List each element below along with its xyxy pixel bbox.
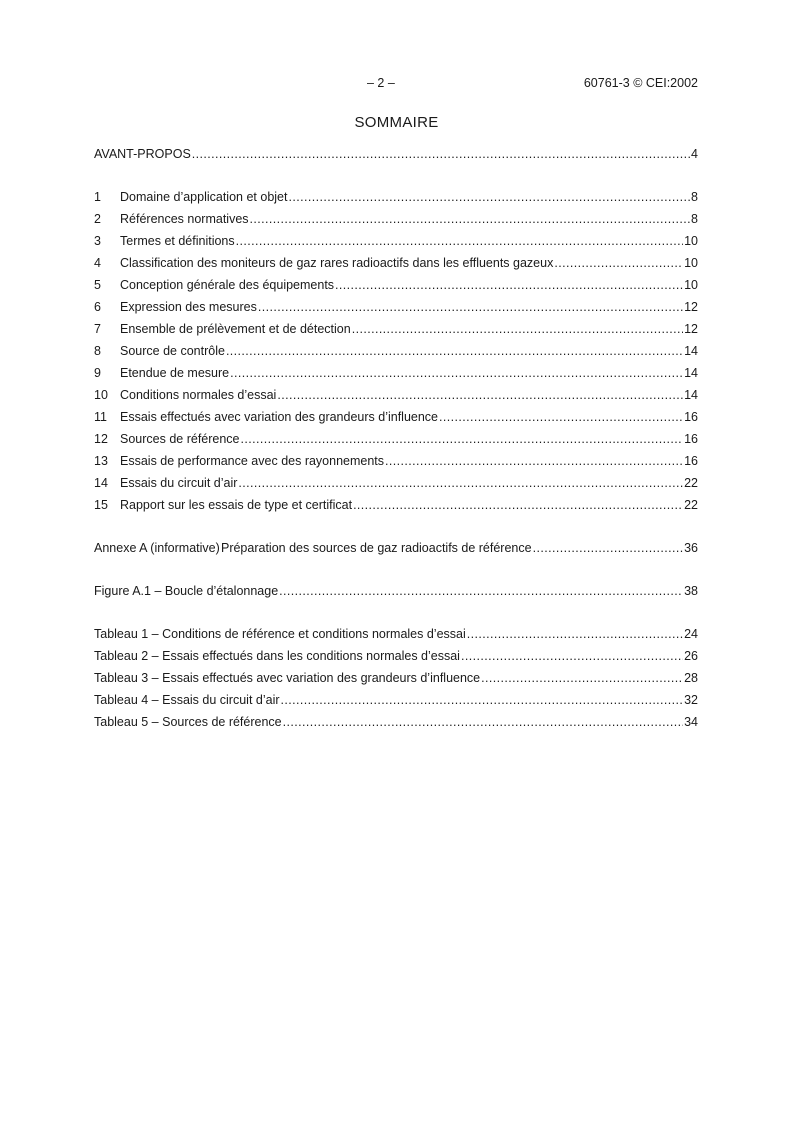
- dot-leader: [461, 647, 683, 665]
- toc-entry-page: 36: [684, 541, 698, 555]
- table-label: Tableau 4 – Essais du circuit d’air: [94, 693, 280, 707]
- toc-entry-label: Source de contrôle: [120, 344, 225, 358]
- toc-entry-clause-4[interactable]: [94, 254, 698, 276]
- clause-number: 14: [94, 476, 108, 490]
- clause-number: 2: [94, 212, 101, 226]
- toc-entry-page: 34: [684, 715, 698, 729]
- toc-entry-label: Conditions normales d’essai: [120, 388, 277, 402]
- page-number: – 2 –: [367, 76, 395, 90]
- toc-entry-label: Etendue de mesure: [120, 366, 230, 380]
- toc-entry-table-5[interactable]: [94, 713, 698, 735]
- toc-entry-page: 14: [684, 344, 698, 358]
- toc-entry-label: Classification des moniteurs de gaz rares radioactifs dans les effluents gazeux: [120, 256, 554, 270]
- dot-leader: [241, 430, 684, 448]
- toc-entry-clause-7[interactable]: [94, 320, 698, 342]
- toc-entry-label: Domaine d’application et objet: [120, 190, 288, 204]
- toc-entry-page: 16: [684, 410, 698, 424]
- toc-entry-label: Références normatives: [120, 212, 249, 226]
- dot-leader: [481, 669, 683, 687]
- toc-entry-page: 4: [691, 147, 698, 161]
- clause-number: 10: [94, 388, 108, 402]
- clause-number: 15: [94, 498, 108, 512]
- toc-entry-table-1[interactable]: [94, 625, 698, 647]
- dot-leader: [467, 625, 683, 643]
- dot-leader: [236, 232, 683, 250]
- toc-entry-clause-9[interactable]: [94, 364, 698, 386]
- dot-leader: [439, 408, 683, 426]
- dot-leader: [258, 298, 683, 316]
- toc-entry-label: Termes et définitions: [120, 234, 235, 248]
- toc-entry-clause-13[interactable]: [94, 452, 698, 474]
- dot-leader: [288, 188, 690, 206]
- toc-entry-clause-8[interactable]: [94, 342, 698, 364]
- clause-number: 4: [94, 256, 101, 270]
- dot-leader: [554, 254, 683, 272]
- toc-entry-clause-5[interactable]: [94, 276, 698, 298]
- toc-entry-foreword[interactable]: [94, 145, 698, 167]
- dot-leader: [353, 496, 683, 514]
- toc-entry-page: 24: [684, 627, 698, 641]
- toc-entry-table-4[interactable]: [94, 691, 698, 713]
- toc-entry-clause-15[interactable]: [94, 496, 698, 518]
- toc-entry-page: 32: [684, 693, 698, 707]
- toc-entry-label: Conception générale des équipements: [120, 278, 335, 292]
- toc-entry-figure-a1[interactable]: [94, 582, 698, 604]
- toc-entry-clause-12[interactable]: [94, 430, 698, 452]
- dot-leader: [192, 145, 690, 163]
- clause-number: 1: [94, 190, 101, 204]
- toc-entry-page: 10: [684, 278, 698, 292]
- table-label: Tableau 5 – Sources de référence: [94, 715, 282, 729]
- dot-leader: [279, 582, 683, 600]
- toc-entry-page: 10: [684, 256, 698, 270]
- toc-entry-label: Essais de performance avec des rayonnements: [120, 454, 385, 468]
- figure-label: Figure A.1 – Boucle d’étalonnage: [94, 584, 279, 598]
- toc-entry-label: AVANT-PROPOS: [94, 147, 191, 161]
- toc-entry-page: 22: [684, 476, 698, 490]
- toc-entry-page: 12: [684, 300, 698, 314]
- clause-number: 11: [94, 410, 107, 424]
- annex-label: Annexe A (informative): [94, 541, 220, 555]
- clause-number: 6: [94, 300, 101, 314]
- toc-entry-page: 16: [684, 454, 698, 468]
- clause-number: 3: [94, 234, 101, 248]
- clause-number: 7: [94, 322, 101, 336]
- annex-title: Préparation des sources de gaz radioactifs de référence: [220, 541, 532, 555]
- toc-entry-clause-11[interactable]: [94, 408, 698, 430]
- toc-entry-clause-6[interactable]: [94, 298, 698, 320]
- toc-entry-page: 16: [684, 432, 698, 446]
- dot-leader: [226, 342, 683, 360]
- clause-number: 13: [94, 454, 108, 468]
- clause-number: 9: [94, 366, 101, 380]
- toc-entry-page: 28: [684, 671, 698, 685]
- toc-entry-page: 22: [684, 498, 698, 512]
- toc-entry-page: 14: [684, 388, 698, 402]
- dot-leader: [283, 713, 683, 731]
- toc-entry-label: Expression des mesures: [120, 300, 257, 314]
- toc-entry-clause-1[interactable]: [94, 188, 698, 210]
- toc-entry-label: Essais effectués avec variation des grandeurs d’influence: [120, 410, 439, 424]
- toc-entry-page: 38: [684, 584, 698, 598]
- clause-number: 12: [94, 432, 108, 446]
- dot-leader: [230, 364, 683, 382]
- dot-leader: [281, 691, 684, 709]
- dot-leader: [335, 276, 683, 294]
- dot-leader: [250, 210, 691, 228]
- dot-leader: [352, 320, 683, 338]
- table-label: Tableau 2 – Essais effectués dans les conditions normales d’essai: [94, 649, 460, 663]
- table-label: Tableau 3 – Essais effectués avec variation des grandeurs d’influence: [94, 671, 481, 685]
- toc-entry-annex-a[interactable]: [94, 539, 698, 561]
- dot-leader: [277, 386, 683, 404]
- toc-entry-page: 8: [691, 212, 698, 226]
- toc-entry-page: 10: [684, 234, 698, 248]
- toc-entry-label: Ensemble de prélèvement et de détection: [120, 322, 351, 336]
- table-of-contents: [94, 145, 698, 735]
- toc-entry-label: Rapport sur les essais de type et certificat: [120, 498, 353, 512]
- toc-entry-table-2[interactable]: [94, 647, 698, 669]
- toc-title: SOMMAIRE: [354, 114, 439, 131]
- dot-leader: [533, 539, 684, 557]
- toc-entry-clause-14[interactable]: [94, 474, 698, 496]
- toc-entry-label: Sources de référence: [120, 432, 240, 446]
- clause-number: 5: [94, 278, 101, 292]
- toc-entry-clause-2[interactable]: [94, 210, 698, 232]
- dot-leader: [385, 452, 683, 470]
- page-header: [0, 76, 793, 94]
- toc-entry-page: 12: [684, 322, 698, 336]
- toc-entry-page: 8: [691, 190, 698, 204]
- toc-entry-table-3[interactable]: [94, 669, 698, 691]
- table-label: Tableau 1 – Conditions de référence et conditions normales d’essai: [94, 627, 466, 641]
- toc-entry-clause-10[interactable]: [94, 386, 698, 408]
- toc-entry-label: Essais du circuit d’air: [120, 476, 238, 490]
- dot-leader: [238, 474, 683, 492]
- clause-number: 8: [94, 344, 101, 358]
- document-reference: 60761-3 © CEI:2002: [583, 76, 698, 90]
- toc-entry-page: 26: [684, 649, 698, 663]
- toc-entry-clause-3[interactable]: [94, 232, 698, 254]
- toc-entry-page: 14: [684, 366, 698, 380]
